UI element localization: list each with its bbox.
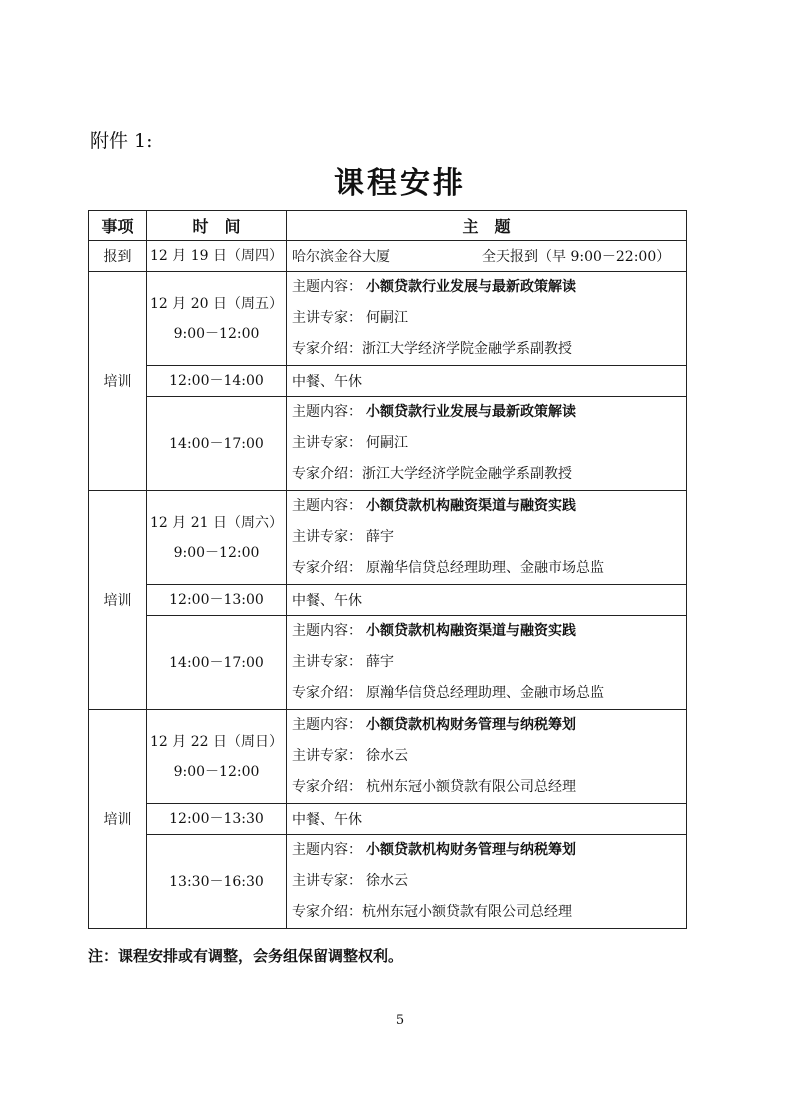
registration-time: 12 月 19 日（周四） [147,241,287,272]
topic-text: 小额贷款行业发展与最新政策解读 [366,279,576,295]
topic-text: 小额贷款行业发展与最新政策解读 [366,404,576,420]
day2-afternoon-time: 14:00－17:00 [147,616,287,710]
day3-morning-topic [287,710,687,804]
page-number: 5 [395,1013,405,1028]
speaker-line [292,741,686,772]
day3-lunch-time: 12:00－13:30 [147,804,287,835]
speaker-name: 薛宇 [366,529,394,545]
intro-label: 专家介绍： [292,560,362,576]
speaker-label: 主讲专家： [292,654,362,670]
day1-date: 12 月 20 日（周五） [150,295,283,312]
speaker-line [292,303,686,334]
speaker-label: 主讲专家： [292,873,362,889]
day3-item: 培训 [89,710,147,929]
registration-item: 报到 [89,241,147,272]
header-time: 时 间 [147,211,287,241]
speaker-line [292,522,686,553]
day2-morning-row [89,491,687,585]
day1-lunch-row [89,366,687,397]
topic-label: 主题内容： [292,717,362,733]
day2-lunch-time: 12:00－13:00 [147,585,287,616]
topic-label: 主题内容： [292,404,362,420]
day2-afternoon-topic [287,616,687,710]
intro-text: 杭州东冠小额贷款有限公司总经理 [362,904,572,920]
day2-morning-topic [287,491,687,585]
day1-lunch-text: 中餐、午休 [287,366,687,397]
speaker-name: 薛宇 [366,654,394,670]
speaker-line [292,428,686,459]
topic-line [292,616,686,647]
intro-text: 浙江大学经济学院金融学系副教授 [362,341,572,357]
registration-detail [287,241,687,272]
intro-label: 专家介绍： [292,779,362,795]
speaker-label: 主讲专家： [292,529,362,545]
footnote: 注：课程安排或有调整，会务组保留调整权利。 [88,947,404,965]
day1-morning-row [89,272,687,366]
speaker-name: 何嗣江 [366,435,408,451]
intro-text: 原瀚华信贷总经理助理、金融市场总监 [366,560,604,576]
intro-label: 专家介绍： [292,466,362,482]
day1-afternoon-row [89,397,687,491]
day2-lunch-text: 中餐、午休 [287,585,687,616]
day1-afternoon-time: 14:00－17:00 [147,397,287,491]
day2-item: 培训 [89,491,147,710]
speaker-line [292,647,686,678]
topic-line [292,491,686,522]
day3-date: 12 月 22 日（周日） [150,733,283,750]
day2-morning-time [147,491,287,585]
header-item: 事项 [89,211,147,241]
day1-morning-topic [287,272,687,366]
day2-afternoon-row [89,616,687,710]
day3-morning-time [147,710,287,804]
header-topic: 主 题 [287,211,687,241]
topic-label: 主题内容： [292,279,362,295]
day1-morning-hours: 9:00－12:00 [173,325,260,342]
speaker-label: 主讲专家： [292,435,362,451]
day3-morning-hours: 9:00－12:00 [173,763,260,780]
intro-line [292,678,686,709]
topic-text: 小额贷款机构财务管理与纳税筹划 [366,842,576,858]
page-title: 课程安排 [334,166,466,201]
intro-text: 浙江大学经济学院金融学系副教授 [362,466,572,482]
header-row [89,211,687,241]
day3-lunch-text: 中餐、午休 [287,804,687,835]
day1-lunch-time: 12:00－14:00 [147,366,287,397]
intro-line [292,553,686,584]
topic-line [292,397,686,428]
intro-label: 专家介绍： [292,341,362,357]
day3-morning-row [89,710,687,804]
topic-text: 小额贷款机构融资渠道与融资实践 [366,623,576,639]
topic-label: 主题内容： [292,623,362,639]
intro-line [292,772,686,803]
intro-label: 专家介绍： [292,685,362,701]
topic-line [292,272,686,303]
speaker-line [292,866,686,897]
day1-morning-time [147,272,287,366]
topic-text: 小额贷款机构财务管理与纳税筹划 [366,717,576,733]
intro-line [292,459,686,490]
speaker-label: 主讲专家： [292,310,362,326]
day3-afternoon-row [89,835,687,929]
day3-afternoon-topic [287,835,687,929]
day3-afternoon-time: 13:30－16:30 [147,835,287,929]
intro-line [292,897,686,928]
topic-text: 小额贷款机构融资渠道与融资实践 [366,498,576,514]
topic-line [292,835,686,866]
topic-line [292,710,686,741]
registration-row [89,241,687,272]
schedule-table [88,210,687,929]
annex-label: 附件 1: [90,130,153,152]
speaker-name: 徐水云 [366,873,408,889]
day2-lunch-row [89,585,687,616]
registration-hours: 全天报到（早 9:00－22:00） [482,249,671,265]
topic-label: 主题内容： [292,498,362,514]
day1-afternoon-topic [287,397,687,491]
day1-item: 培训 [89,272,147,491]
intro-text: 原瀚华信贷总经理助理、金融市场总监 [366,685,604,701]
day2-date: 12 月 21 日（周六） [150,514,283,531]
intro-label: 专家介绍： [292,904,362,920]
speaker-name: 何嗣江 [366,310,408,326]
speaker-label: 主讲专家： [292,748,362,764]
day3-lunch-row [89,804,687,835]
topic-label: 主题内容： [292,842,362,858]
day2-morning-hours: 9:00－12:00 [173,544,260,561]
intro-line [292,334,686,365]
intro-text: 杭州东冠小额贷款有限公司总经理 [366,779,576,795]
speaker-name: 徐水云 [366,748,408,764]
registration-place: 哈尔滨金谷大厦 [292,249,390,265]
